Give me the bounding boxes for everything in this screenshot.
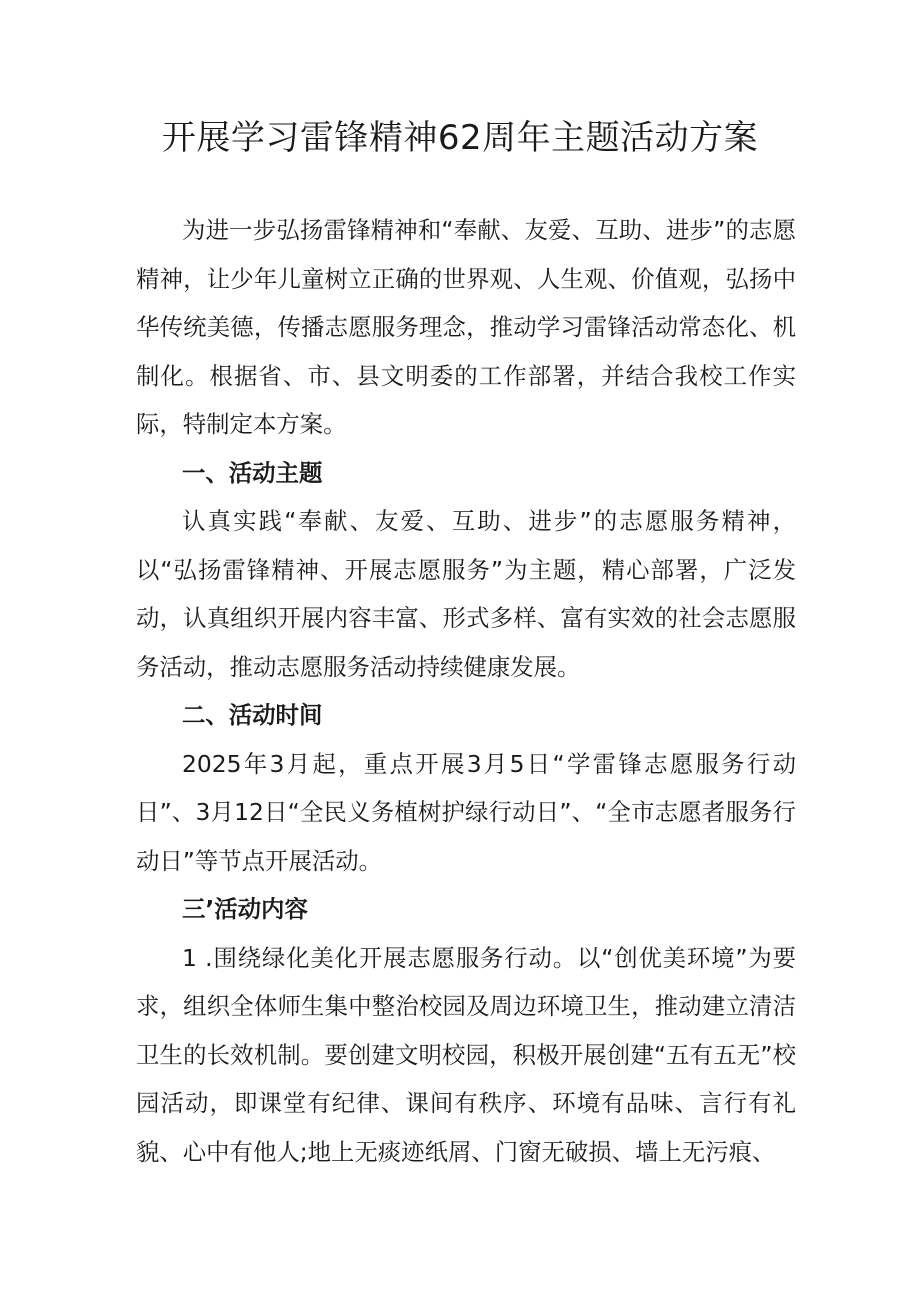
section-paragraph-content: 1 .围绕绿化美化开展志愿服务行动。以“创优美环境”为要求，组织全体师生集中整治校园及周边环境卫生，推动建立清洁卫生的长效机制。要创建文明校园，积极开展创建“五有五无”校园活动，即课堂有纪律、课间有秩序、环境有品味、言行有礼貌、心中有他人;地上无痰迹纸屑、门窗无破损、墙上无污痕、 — [136, 943, 796, 1166]
section-heading-time: 二、活动时间 — [182, 701, 323, 729]
section-paragraph-time: 2025年3月起，重点开展3月5日“学雷锋志愿服务行动日”、3月12日“全民义务植树护绿行动日”、“全市志愿者服务行动日”等节点开展活动。 — [136, 749, 796, 875]
intro-paragraph: 为进一步弘扬雷锋精神和“奉献、友爱、互助、进步”的志愿精神，让少年儿童树立正确的世界观、人生观、价值观，弘扬中华传统美德，传播志愿服务理念，推动学习雷锋活动常态化、机制化。根据省、市、县文明委的工作部署，并结合我校工作实际，特制定本方案。 — [136, 216, 796, 438]
section-heading-content: 三’活动内容 — [182, 895, 308, 923]
document-body — [136, 206, 796, 1176]
section-paragraph-theme: 认真实践“奉献、友爱、互助、进步”的志愿服务精神，以“弘扬雷锋精神、开展志愿服务”为主题，精心部署，广泛发动，认真组织开展内容丰富、形式多样、富有实效的社会志愿服务活动，推动志愿服务活动持续健康发展。 — [136, 507, 796, 681]
document-title: 开展学习雷锋精神62周年主题活动方案 — [161, 118, 759, 158]
section-heading-theme: 一、活动主题 — [182, 458, 323, 487]
